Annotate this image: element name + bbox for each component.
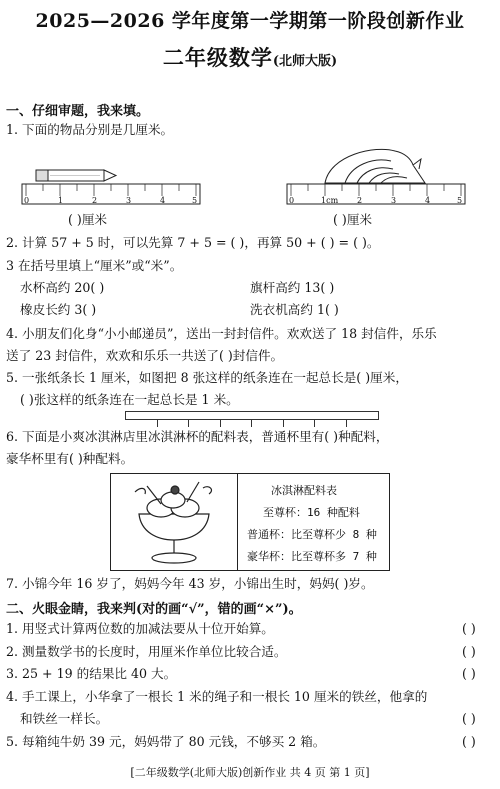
tick-label: 2 (92, 196, 98, 205)
ruler-icon (22, 184, 200, 204)
shell-ruler-figure (285, 143, 467, 210)
q1-answer-right[interactable]: ( )厘米 (333, 212, 373, 227)
strip-segment (221, 420, 253, 427)
q3-item-d[interactable]: 洗衣机高约 1( ) (250, 302, 339, 317)
ice-cream-table (110, 473, 390, 571)
question-5-line1: 5. 一张纸条长 1 厘米，如图把 8 张这样的纸条连在一起总长是( )厘米， (6, 370, 408, 385)
question-1: 1. 下面的物品分别是几厘米。 (6, 122, 174, 137)
judge-item-4-line1: 4. 手工课上，小华拿了一根长 1 米的绳子和一根长 10 厘米的铁丝，他拿的 (6, 689, 428, 704)
tick-label: 2 (357, 196, 363, 205)
judge-item-4-line2: 和铁丝一样长。 (20, 711, 109, 726)
section1-heading: 一、仔细审题，我来填。 (6, 104, 150, 119)
strip-segment (189, 420, 221, 427)
table-divider (237, 474, 238, 570)
question-7: 7. 小锦今年 16 岁了，妈妈今年 43 岁，小锦出生时，妈妈( )岁。 (6, 576, 374, 591)
strip-segment (126, 420, 158, 427)
page-subtitle (0, 42, 500, 72)
table-row-premium: 至尊杯：16 种配料 (263, 506, 360, 519)
paper-strip-figure (125, 411, 379, 420)
tick-label: 5 (457, 196, 463, 205)
shell-icon (325, 149, 425, 183)
question-3: 3 在括号里填上“厘米”或“米”。 (6, 258, 183, 273)
page-title: 2025—2026 学年度第一学期第一阶段创新作业 (35, 10, 465, 32)
question-6-line1: 6. 下面是小爽冰淇淋店里冰淇淋杯的配料表，普通杯里有( )种配料， (6, 429, 389, 444)
q3-item-b[interactable]: 旗杆高约 13( ) (250, 280, 335, 295)
q3-item-c[interactable]: 橡皮长约 3( ) (20, 302, 97, 317)
section2-heading: 二、火眼金睛，我来判(对的画“√”，错的画“×”)。 (6, 602, 302, 617)
table-title: 冰淇淋配料表 (271, 484, 337, 497)
judge-item-3: 3. 25 + 19 的结果比 40 大。 (6, 666, 177, 681)
pencil-icon (36, 170, 116, 181)
table-row-deluxe: 豪华杯：比至尊杯多 7 种 (247, 550, 377, 563)
tick-label: 1 (58, 196, 64, 205)
tick-label: 0 (289, 196, 295, 205)
table-row-regular: 普通杯：比至尊杯少 8 种 (247, 528, 377, 541)
judge-answer-3[interactable]: ( ) (462, 666, 476, 681)
tick-label: 4 (160, 196, 166, 205)
judge-item-5: 5. 每箱纯牛奶 39 元，妈妈带了 80 元钱，不够买 2 箱。 (6, 734, 326, 749)
strip-segment (252, 420, 284, 427)
subtitle-text: 二年级数学 (162, 45, 273, 70)
tick-label: 4 (425, 196, 431, 205)
page-footer: [二年级数学(北师大版)创新作业 共 4 页 第 1 页] (130, 766, 370, 779)
judge-item-1: 1. 用竖式计算两位数的加减法要从十位开始算。 (6, 621, 274, 636)
strip-segment (158, 420, 190, 427)
tick-label: 3 (126, 196, 132, 205)
tick-label: 1cm (321, 196, 339, 205)
strip-segment (315, 420, 347, 427)
judge-answer-4[interactable]: ( ) (462, 711, 476, 726)
judge-answer-2[interactable]: ( ) (462, 644, 476, 659)
question-4-line2: 送了 23 封信件，欢欢和乐乐一共送了( )封信件。 (6, 348, 284, 363)
tick-label: 0 (24, 196, 30, 205)
judge-answer-5[interactable]: ( ) (462, 734, 476, 749)
judge-item-2: 2. 测量数学书的长度时，用厘米作单位比较合适。 (6, 644, 287, 659)
question-2: 2. 计算 57 + 5 时，可以先算 7 + 5 = ( )，再算 50 + ( ) = ( )。 (6, 235, 380, 250)
question-6-line2: 豪华杯里有( )种配料。 (6, 451, 134, 466)
strip-segment (284, 420, 316, 427)
ruler-icon-right (287, 184, 465, 204)
edition-text: (北师大版) (272, 54, 338, 69)
strip-segment (347, 420, 379, 427)
ice-cream-cup-icon (117, 478, 231, 566)
judge-answer-1[interactable]: ( ) (462, 621, 476, 636)
question-5-line2: ( )张这样的纸条连在一起总长是 1 米。 (20, 392, 239, 407)
pencil-ruler-figure (20, 168, 202, 210)
q1-answer-left[interactable]: ( )厘米 (68, 212, 108, 227)
q3-item-a[interactable]: 水杯高约 20( ) (20, 280, 105, 295)
question-4-line1: 4. 小朋友们化身“小小邮递员”，送出一封封信件。欢欢送了 18 封信件，乐乐 (6, 326, 437, 341)
tick-label: 5 (192, 196, 198, 205)
tick-label: 3 (391, 196, 397, 205)
